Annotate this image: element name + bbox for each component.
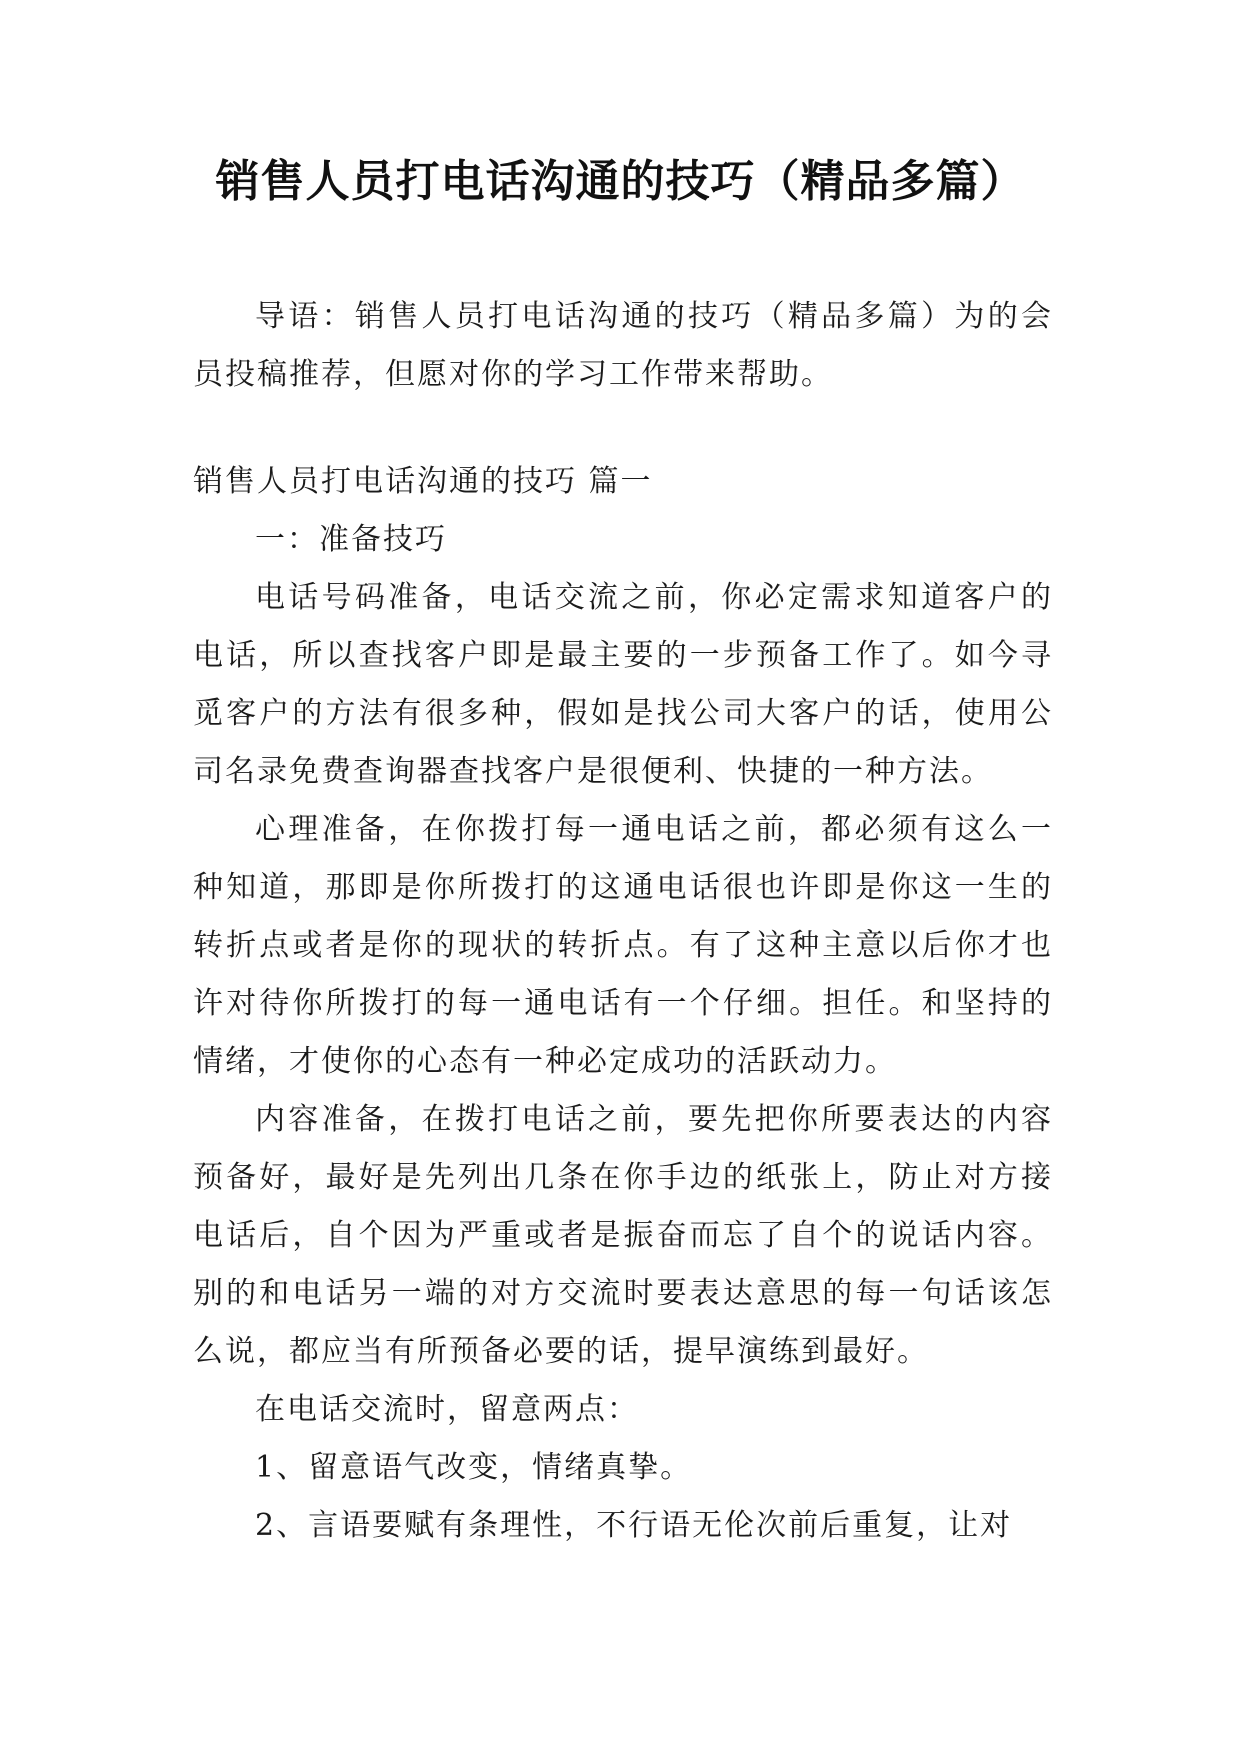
list-item-1: 1、留意语气改变，情绪真挚。 [255, 1450, 693, 1485]
section-heading: 销售人员打电话沟通的技巧 篇一 [193, 464, 653, 499]
paragraph-two-points: 在电话交流时，留意两点： [255, 1392, 639, 1427]
list-item-2: 2、言语要赋有条理性，不行语无伦次前后重复，让对 [255, 1508, 1013, 1543]
paragraph-mental-prep: 心理准备，在你拨打每一通电话之前，都必须有这么一种知道，那即是你所拨打的这通电话很也许即是你这一生的转折点或者是你的现状的转折点。有了这种主意以后你才也许对待你所拨打的每一通电话有一个仔细。担任。和坚持的情绪，才使你的心态有一种必定成功的活跃动力。 [193, 812, 1053, 1079]
intro-paragraph: 导语：销售人员打电话沟通的技巧（精品多篇）为的会员投稿推荐，但愿对你的学习工作带来帮助。 [193, 299, 1053, 392]
paragraph-phone-number: 电话号码准备，电话交流之前，你必定需求知道客户的电话，所以查找客户即是最主要的一步预备工作了。如今寻觅客户的方法有很多种，假如是找公司大客户的话，使用公司名录免费查询器查找客户是很便利、快捷的一种方法。 [193, 580, 1053, 789]
document-body [193, 288, 1053, 1555]
paragraph-content-prep: 内容准备，在拨打电话之前，要先把你所要表达的内容预备好，最好是先列出几条在你手边的纸张上，防止对方接电话后，自个因为严重或者是振奋而忘了自个的说话内容。别的和电话另一端的对方交流时要表达意思的每一句话该怎么说，都应当有所预备必要的话，提早演练到最好。 [193, 1102, 1053, 1369]
subheading-preparation: 一：准备技巧 [255, 522, 447, 557]
document-title: 销售人员打电话沟通的技巧（精品多篇） [215, 156, 1026, 207]
